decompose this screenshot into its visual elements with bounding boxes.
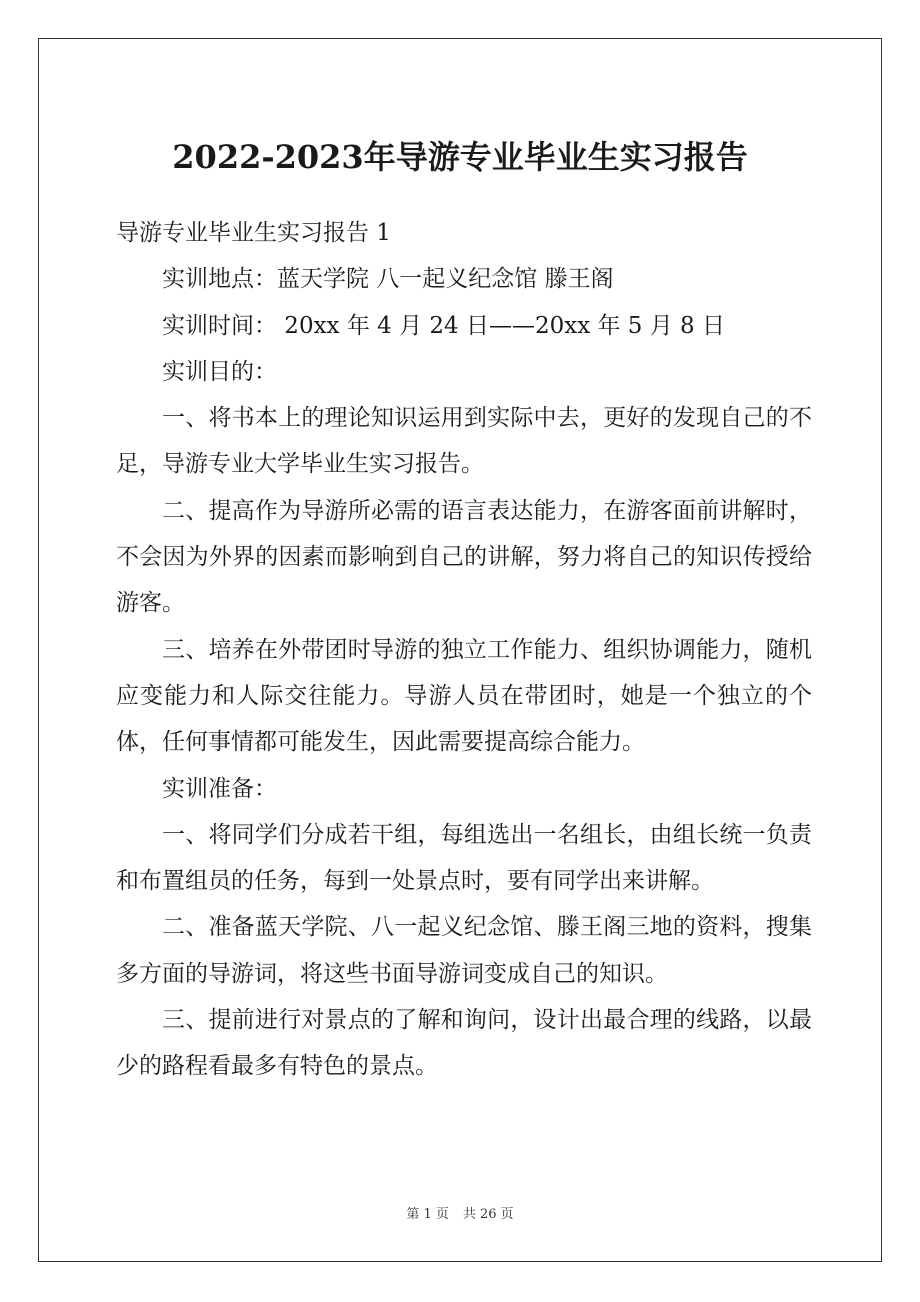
preparation-item-3: 三、提前进行对景点的了解和询问，设计出最合理的线路，以最少的路程看最多有特色的景点。 — [116, 1007, 812, 1080]
page-total: 共 26 页 — [462, 1207, 514, 1222]
training-preparation-heading: 实训准备： — [162, 775, 277, 802]
page-footer — [38, 1205, 882, 1225]
purpose-item-2: 二、提高作为导游所必需的语言表达能力，在游客面前讲解时，不会因为外界的因素而影响到自己的讲解，努力将自己的知识传授给游客。 — [116, 497, 812, 617]
preparation-item-2: 二、准备蓝天学院、八一起义纪念馆、滕王阁三地的资料，搜集多方面的导游词，将这些书面导游词变成自己的知识。 — [116, 914, 812, 987]
page-number: 第 1 页 — [406, 1207, 449, 1222]
purpose-item-1: 一、将书本上的理论知识运用到实际中去，更好的发现自己的不足，导游专业大学毕业生实习报告。 — [116, 405, 812, 478]
training-time: 实训时间： 20xx 年 4 月 24 日——20xx 年 5 月 8 日 — [162, 312, 726, 339]
section-heading: 导游专业毕业生实习报告 1 — [116, 220, 391, 246]
training-purpose-heading: 实训目的： — [162, 358, 277, 385]
training-location: 实训地点：蓝天学院 八一起义纪念馆 滕王阁 — [162, 266, 614, 293]
document-body — [116, 210, 812, 1090]
purpose-item-3: 三、培养在外带团时导游的独立工作能力、组织协调能力，随机应变能力和人际交往能力。导游人员在带团时，她是一个独立的个体，任何事情都可能发生，因此需要提高综合能力。 — [116, 636, 812, 756]
document-title: 2022-2023年导游专业毕业生实习报告 — [172, 138, 748, 177]
preparation-item-1: 一、将同学们分成若干组，每组选出一名组长，由组长统一负责和布置组员的任务，每到一处景点时，要有同学出来讲解。 — [116, 821, 812, 895]
